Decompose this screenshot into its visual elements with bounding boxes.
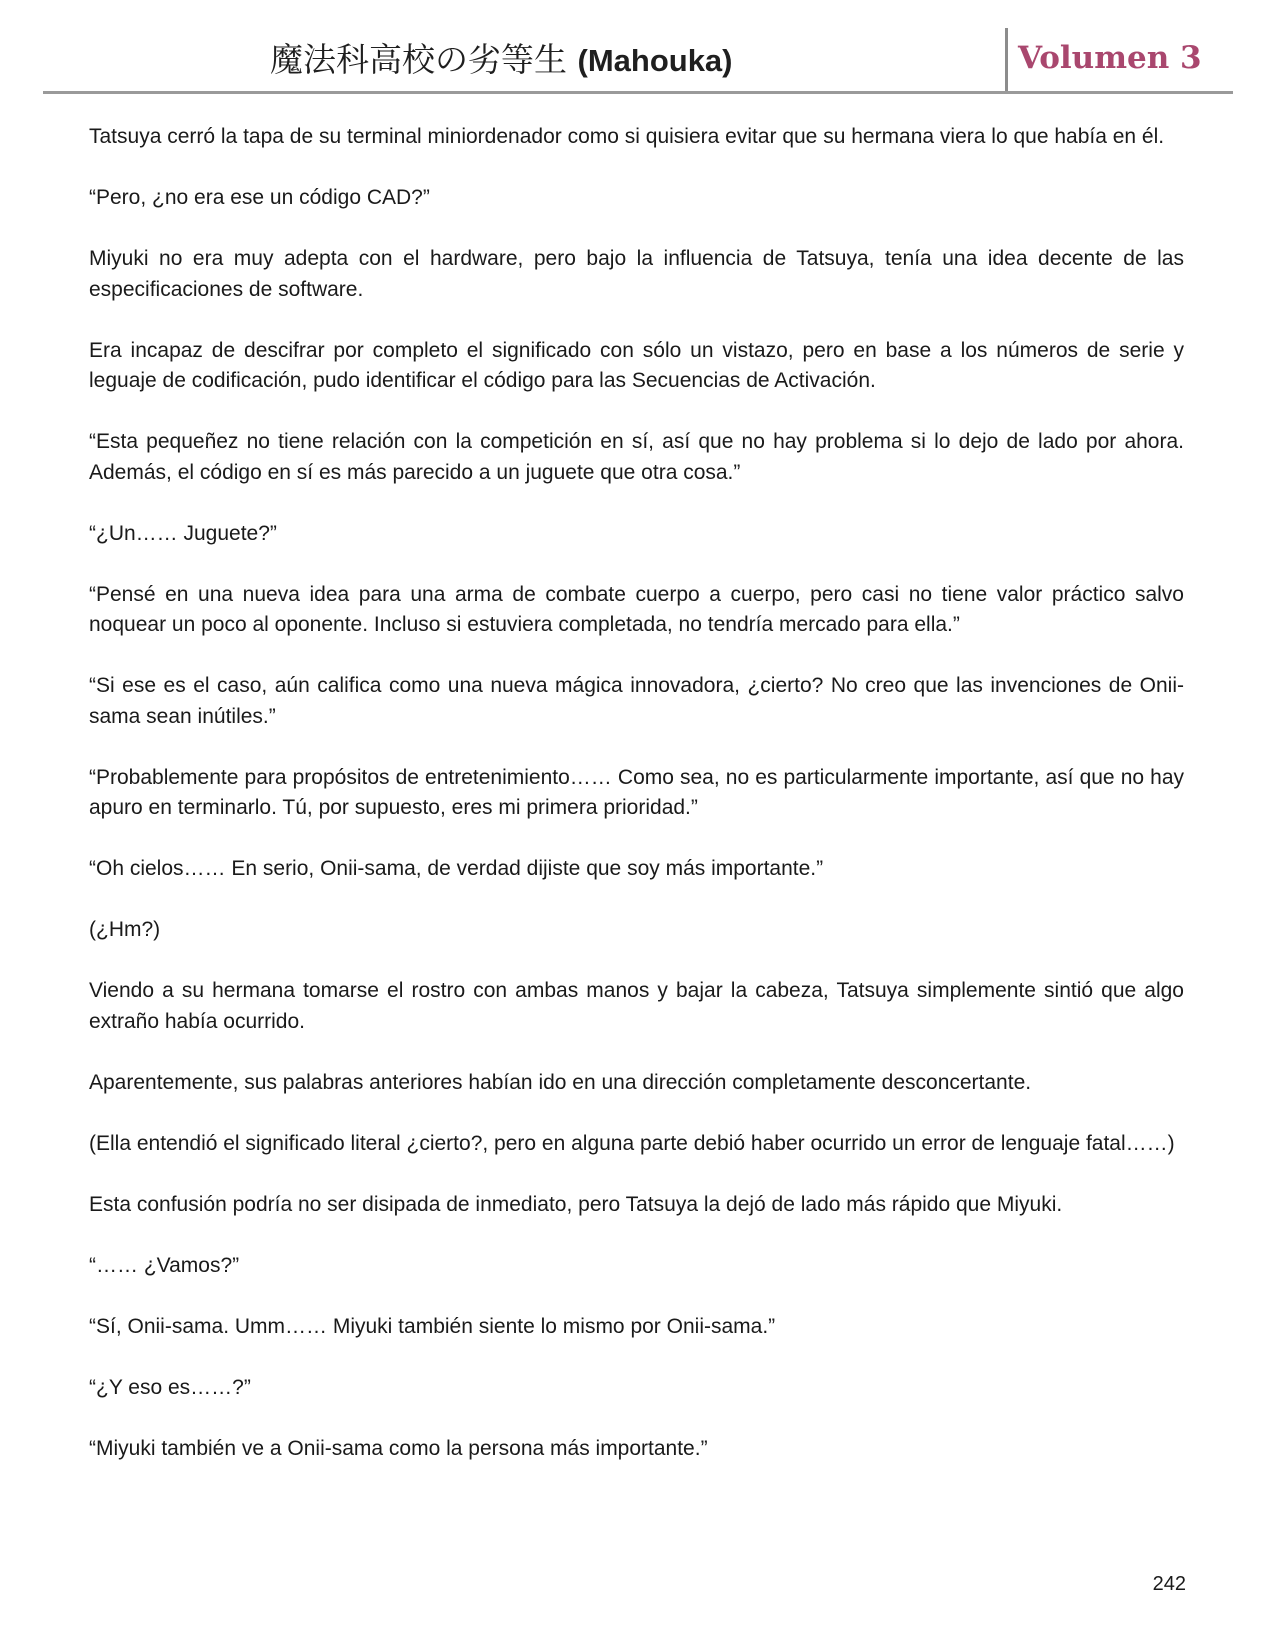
paragraph: “Pero, ¿no era ese un código CAD?”	[89, 186, 430, 209]
paragraph: “…… ¿Vamos?”	[89, 1253, 240, 1277]
paragraph: “Esta pequeñez no tiene relación con la competición en sí, así que no hay problema si lo dejo de lado por ahora. Además, el código en sí es más parecido a un juguete que otra cosa.”	[89, 430, 1184, 484]
page-number: 242	[1152, 1573, 1186, 1595]
paragraph: “Miyuki también ve a Onii-sama como la persona más importante.”	[89, 1436, 708, 1460]
paragraph: Era incapaz de descifrar por completo el significado con sólo un vistazo, pero en base a los números de serie y leguaje de codificación, pudo identificar el código para las Secuencias de Activación.	[89, 338, 1184, 392]
book-title	[270, 38, 970, 83]
paragraph: “¿Y eso es……?”	[89, 1375, 251, 1399]
paragraph: (Ella entendió el significado literal ¿cierto?, pero en alguna parte debió haber ocurrido un error de lenguaje fatal……)	[89, 1131, 1175, 1155]
paragraph: “Pensé en una nueva idea para una arma de combate cuerpo a cuerpo, pero casi no tiene valor práctico salvo noquear un poco al oponente. Incluso si estuviera completada, no tendría mercado para ella.”	[89, 582, 1184, 636]
book-title-latin: (Mahouka)	[577, 43, 733, 78]
paragraph: “Probablemente para propósitos de entretenimiento…… Como sea, no es particularmente importante, así que no hay apuro en terminarlo. Tú, por supuesto, eres mi primera prioridad.”	[89, 765, 1184, 819]
paragraph: Tatsuya cerró la tapa de su terminal miniordenador como si quisiera evitar que su hermana viera lo que había en él.	[89, 125, 1165, 148]
paragraph: Miyuki no era muy adepta con el hardware, pero bajo la influencia de Tatsuya, tenía una idea decente de las especificaciones de software.	[89, 247, 1184, 301]
page-header	[0, 0, 1275, 100]
paragraph: (¿Hm?)	[89, 918, 161, 941]
page-body	[89, 122, 1184, 1495]
paragraph: “Si ese es el caso, aún califica como una nueva mágica innovadora, ¿cierto? No creo que las invenciones de Onii-sama sean inútiles.”	[89, 674, 1184, 728]
book-title-japanese: 魔法科高校の劣等生	[270, 40, 578, 79]
paragraph: “Sí, Onii-sama. Umm…… Miyuki también siente lo mismo por Onii-sama.”	[89, 1314, 776, 1338]
paragraph: “¿Un…… Juguete?”	[89, 521, 277, 545]
paragraph: Aparentemente, sus palabras anteriores habían ido en una dirección completamente desconcertante.	[89, 1070, 1032, 1094]
paragraph: Esta confusión podría no ser disipada de inmediato, pero Tatsuya la dejó de lado más rápido que Miyuki.	[89, 1192, 1063, 1216]
paragraph: “Oh cielos…… En serio, Onii-sama, de verdad dijiste que soy más importante.”	[89, 857, 824, 880]
volume-label: Volumen 3	[1018, 40, 1202, 76]
header-vertical-divider	[1005, 28, 1008, 92]
paragraph: Viendo a su hermana tomarse el rostro con ambas manos y bajar la cabeza, Tatsuya simplemente sintió que algo extraño había ocurrido.	[89, 979, 1184, 1033]
header-rule	[43, 91, 1233, 94]
